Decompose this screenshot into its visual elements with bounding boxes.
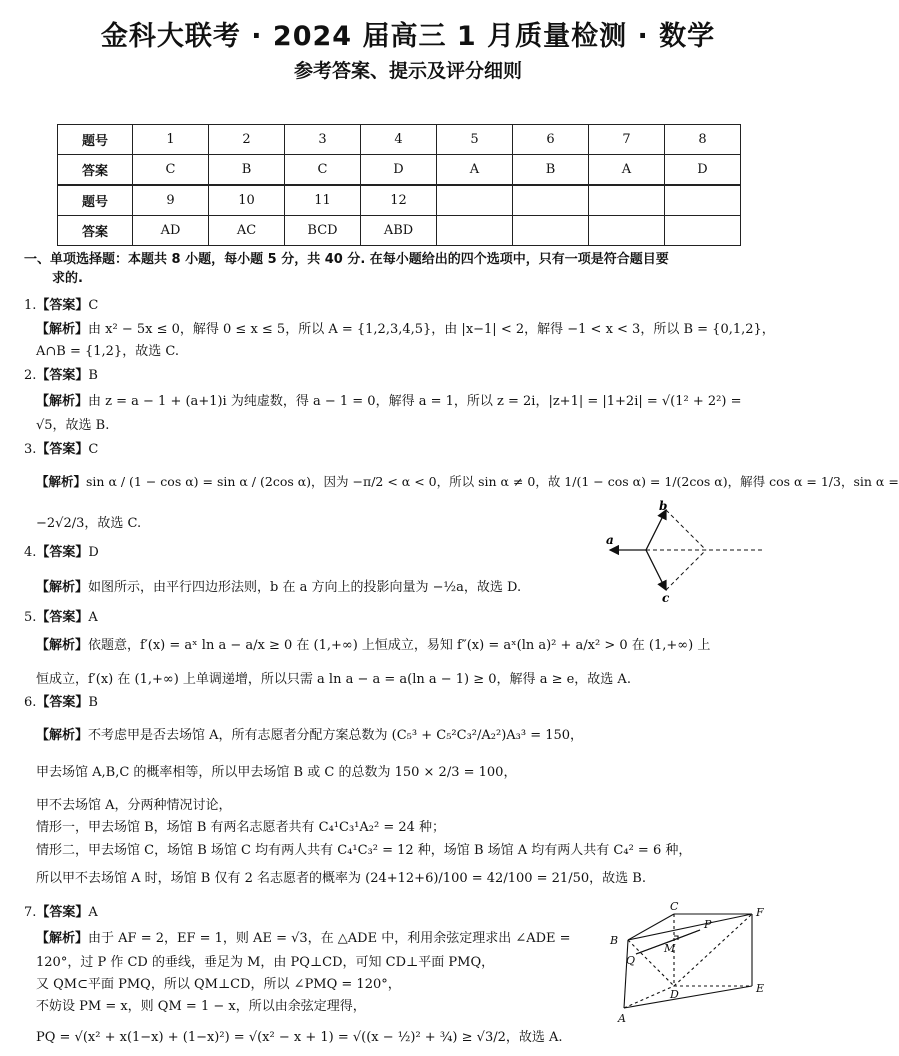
analysis-label: 【解析】 [36, 638, 89, 653]
analysis-label: 【解析】 [36, 728, 89, 743]
table-cell: 3 [285, 125, 361, 155]
table-cell [513, 186, 589, 216]
table-cell: 8 [665, 125, 741, 155]
table-cell: ABD [361, 216, 437, 246]
q4-analysis-line1 [36, 578, 521, 597]
label-A: A [618, 1012, 626, 1025]
question-number: 5. [24, 610, 37, 625]
label-F: F [756, 906, 764, 919]
analysis-label: 【解析】 [36, 394, 89, 409]
answer-label: 【答案】 [36, 545, 89, 560]
table-cell: BCD [285, 216, 361, 246]
table-cell: A [589, 155, 665, 185]
q6-analysis-line6: 所以甲不去场馆 A 时，场馆 B 仅有 2 名志愿者的概率为 (24+12+6)/100 = 42/100 = 21/50，故选 B. [36, 871, 646, 886]
q7-analysis-line2: 120°，过 P 作 CD 的垂线，垂足为 M，由 PQ⊥CD，可知 CD⊥平面 PMQ， [36, 955, 495, 970]
table-cell: 6 [513, 125, 589, 155]
q7-answer-line [24, 903, 98, 922]
edge-BC [628, 914, 674, 940]
dashed-edge [666, 510, 706, 550]
table-cell: D [665, 155, 741, 185]
vector-b [646, 510, 666, 550]
page-subtitle: 参考答案、提示及评分细则 [293, 60, 522, 82]
edge-BF [628, 914, 752, 940]
table-header-cell: 答案 [58, 155, 133, 185]
q1-answer-line [24, 296, 98, 315]
edge-DF [674, 914, 752, 986]
q6-analysis-line2: 甲去场馆 A,B,C 的概率相等，所以甲去场馆 B 或 C 的总数为 150 × 2/3 = 100， [36, 765, 517, 780]
answer-label: 【答案】 [36, 610, 89, 625]
table-header-cell: 题号 [58, 186, 133, 216]
analysis-text: 不考虑甲是否去场馆 A，所有志愿者分配方案总数为 (C₅³ + C₅²C₃²/A₂²)A₃³ = 150， [88, 728, 584, 743]
answer-value: A [88, 905, 98, 920]
q2-analysis-line1 [36, 392, 741, 411]
q6-analysis-line1 [36, 726, 583, 745]
table-cell: A [437, 155, 513, 185]
table-header-cell: 题号 [58, 125, 133, 155]
question-number: 1. [24, 298, 37, 313]
section-heading-line1: 一、单项选择题：本题共 8 小题，每小题 5 分，共 40 分. 在每小题给出的四个选项中，只有一项是符合题目要 [24, 252, 669, 267]
q6-analysis-line5: 情形二，甲去场馆 C，场馆 B 场馆 C 均有两人共有 C₄¹C₃² = 12 种，场馆 B 场馆 A 均有两人共有 C₄² = 6 种， [36, 843, 692, 858]
table-cell [589, 186, 665, 216]
answer-value: C [88, 298, 99, 313]
analysis-label: 【解析】 [36, 580, 89, 595]
answer-value: B [88, 695, 98, 710]
table-cell [437, 216, 513, 246]
label-b: b [659, 499, 668, 513]
answer-value: D [88, 545, 99, 560]
answer-label: 【答案】 [36, 298, 89, 313]
page-title: 金科大联考 · 2024 届高三 1 月质量检测 · 数学 [100, 21, 716, 52]
table-cell: 9 [133, 186, 209, 216]
analysis-text: 由 z = a − 1 + (a+1)i 为纯虚数，得 a − 1 = 0，解得 a = 1，所以 z = 2i，|z+1| = |1+2i| = √(1² + 2²) = [88, 394, 742, 409]
answer-value: A [88, 610, 98, 625]
analysis-text: 由于 AF = 2，EF = 1，则 AE = √3，在 △ADE 中，利用余弦定理求出 ∠ADE = [88, 931, 571, 946]
analysis-text: 如图所示，由平行四边形法则，b 在 a 方向上的投影向量为 −½a，故选 D. [88, 580, 522, 595]
table-cell: 7 [589, 125, 665, 155]
table-cell: 1 [133, 125, 209, 155]
dashed-edge [666, 550, 706, 590]
edge-BA [624, 940, 628, 1008]
q4-vector-figure [602, 499, 762, 605]
label-M: M [664, 942, 676, 955]
q4-answer-line [24, 543, 99, 562]
q7-analysis-line4: 不妨设 PM = x，则 QM = 1 − x，所以由余弦定理得， [36, 999, 366, 1014]
q6-analysis-line3: 甲不去场馆 A，分两种情况讨论， [36, 798, 232, 813]
analysis-label: 【解析】 [36, 322, 89, 337]
analysis-label: 【解析】 [36, 931, 89, 946]
table-cell [437, 186, 513, 216]
q7-analysis-line5: PQ = √(x² + x(1−x) + (1−x)²) = √(x² − x + 1) = √((x − ½)² + ¾) ≥ √3/2，故选 A. [36, 1030, 563, 1045]
table-row-numbers [58, 125, 741, 155]
label-P: P [704, 918, 712, 931]
q5-analysis-line2: 恒成立，f′(x) 在 (1,+∞) 上单调递增，所以只需 a ln a − a = a(ln a − 1) ≥ 0，解得 a ≥ e，故选 A. [36, 672, 631, 687]
q6-answer-line [24, 693, 98, 712]
answer-label: 【答案】 [36, 695, 89, 710]
table-cell: B [209, 155, 285, 185]
vector-c [646, 550, 666, 590]
q5-analysis-line1 [36, 636, 710, 655]
answer-table-1 [57, 124, 741, 185]
table-header-cell: 答案 [58, 216, 133, 246]
table-cell: 11 [285, 186, 361, 216]
answer-label: 【答案】 [36, 905, 89, 920]
table-row-answers [58, 155, 741, 185]
table-cell [589, 216, 665, 246]
q3-analysis-line2: −2√2/3，故选 C. [36, 516, 142, 531]
q2-analysis-line2: √5，故选 B. [36, 418, 110, 433]
label-c: c [662, 591, 670, 605]
table-row-numbers [58, 186, 741, 216]
q1-analysis-line2: A∩B = {1,2}，故选 C. [36, 344, 179, 359]
table-cell [665, 186, 741, 216]
edge-AD [624, 986, 674, 1008]
table-cell: AD [133, 216, 209, 246]
q7-analysis-line1 [36, 929, 571, 948]
table-cell: 12 [361, 186, 437, 216]
q1-analysis-line1 [36, 320, 775, 339]
label-E: E [756, 982, 765, 995]
answer-table-2 [57, 185, 741, 246]
table-cell: 10 [209, 186, 285, 216]
table-cell [513, 216, 589, 246]
label-D: D [670, 988, 679, 1001]
table-cell: 4 [361, 125, 437, 155]
answer-label: 【答案】 [36, 442, 89, 457]
table-cell: 5 [437, 125, 513, 155]
question-number: 4. [24, 545, 37, 560]
edge-AE [624, 986, 752, 1008]
answer-label: 【答案】 [36, 368, 89, 383]
section-heading [24, 250, 784, 288]
label-Q: Q [626, 954, 636, 967]
answer-value: B [88, 368, 98, 383]
question-number: 7. [24, 905, 37, 920]
question-number: 2. [24, 368, 37, 383]
question-number: 6. [24, 695, 37, 710]
q7-analysis-line3: 又 QM⊂平面 PMQ，所以 QM⊥CD，所以 ∠PMQ = 120°， [36, 977, 401, 992]
table-cell: C [285, 155, 361, 185]
answer-value: C [88, 442, 99, 457]
table-cell: C [133, 155, 209, 185]
label-B: B [610, 934, 619, 947]
q6-analysis-line4: 情形一，甲去场馆 B，场馆 B 有两名志愿者共有 C₄¹C₃¹A₂² = 24 种； [36, 820, 446, 835]
q7-prism-figure [610, 900, 780, 1040]
analysis-text: 由 x² − 5x ≤ 0，解得 0 ≤ x ≤ 5，所以 A = {1,2,3,4,5}，由 |x−1| < 2，解得 −1 < x < 3，所以 B = {0,1,2}， [88, 322, 775, 337]
analysis-text: sin α / (1 − cos α) = sin α / (2cos α)，因为 −π/2 < α < 0，所以 sin α ≠ 0，故 1/(1 − cos α) = 1/(2cos α)，解得 cos α = 1/3，sin α = [86, 474, 899, 489]
analysis-label: 【解析】 [36, 474, 87, 489]
table-cell [665, 216, 741, 246]
q2-answer-line [24, 366, 98, 385]
table-row-answers [58, 216, 741, 246]
table-cell: D [361, 155, 437, 185]
label-a: a [606, 533, 614, 547]
question-number: 3. [24, 442, 37, 457]
section-heading-line2: 求的. [52, 271, 83, 286]
table-cell: AC [209, 216, 285, 246]
label-C: C [670, 900, 679, 913]
table-cell: B [513, 155, 589, 185]
q3-answer-line [24, 440, 98, 459]
q3-analysis-line1 [36, 472, 899, 491]
table-cell: 2 [209, 125, 285, 155]
q5-answer-line [24, 608, 98, 627]
analysis-text: 依题意，f′(x) = aˣ ln a − a/x ≥ 0 在 (1,+∞) 上恒成立，易知 f″(x) = aˣ(ln a)² + a/x² > 0 在 (1,+∞) 上 [88, 638, 711, 653]
